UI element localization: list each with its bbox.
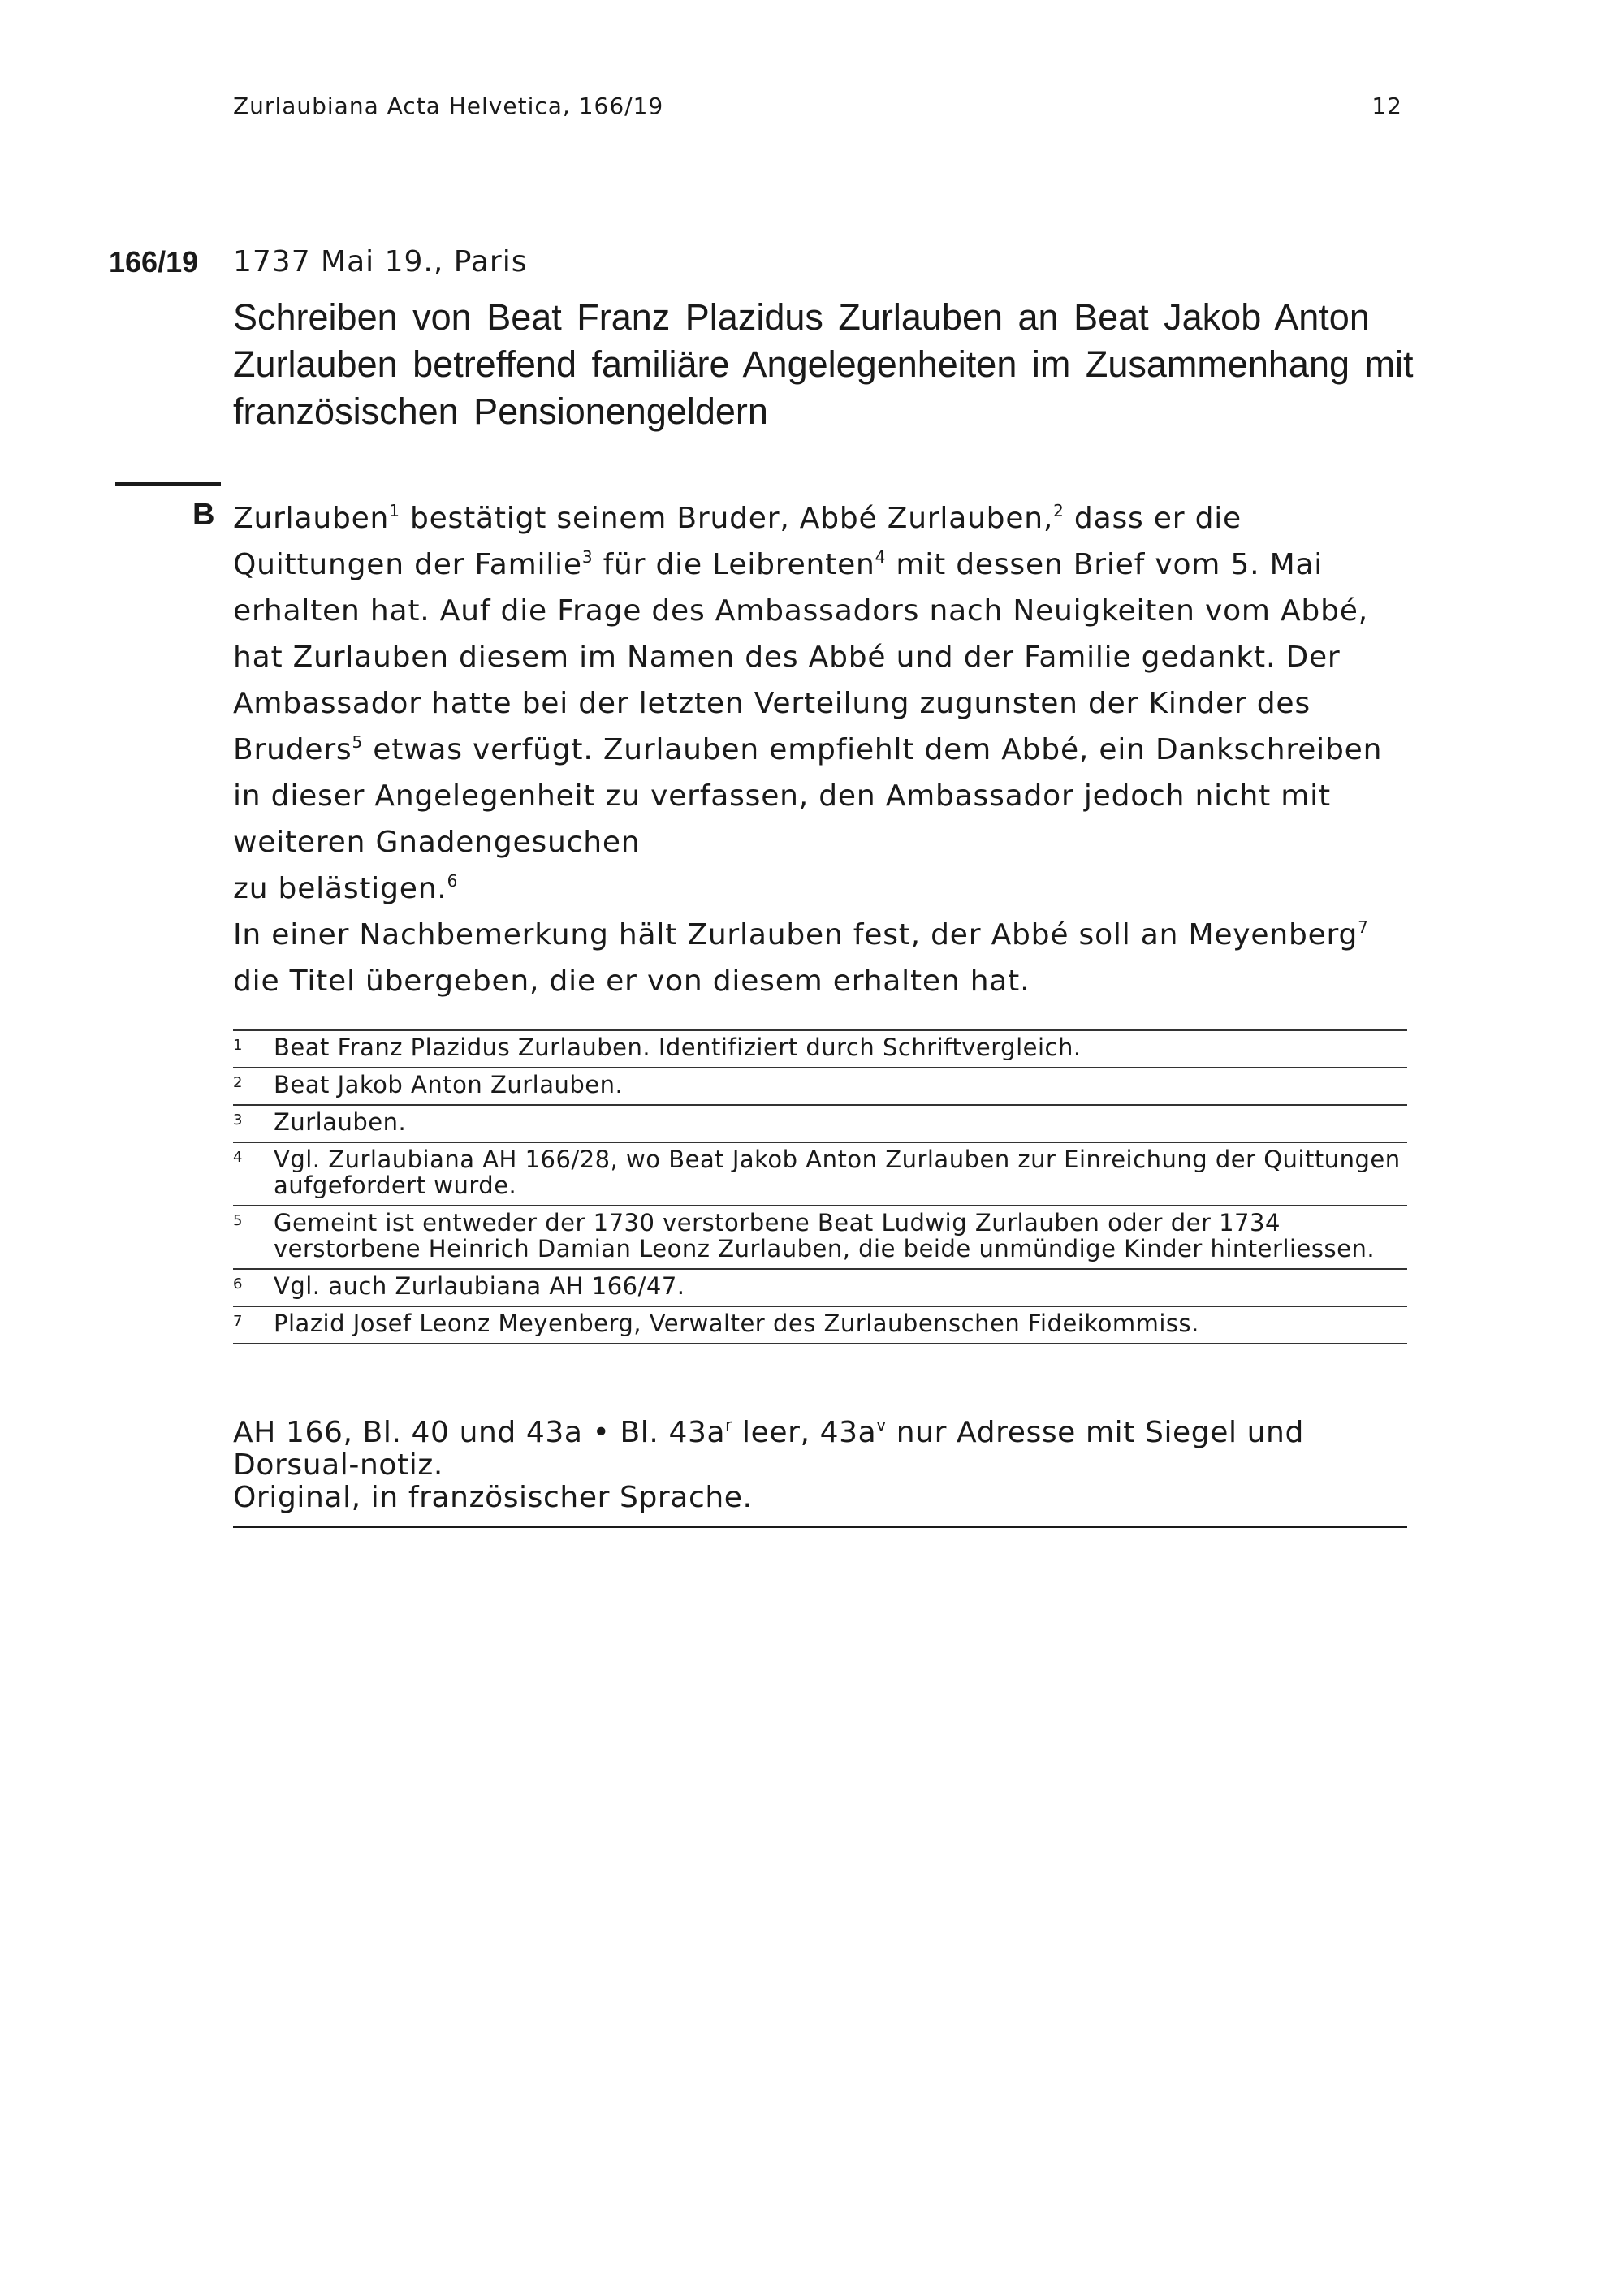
running-title: Zurlaubiana Acta Helvetica, 166/19 — [233, 93, 664, 119]
source-original: Original, in französischer Sprache. — [233, 1481, 753, 1514]
footnote-ref[interactable]: 4 — [875, 547, 887, 567]
source-text: AH 166, Bl. 40 und 43a • Bl. 43a — [233, 1416, 726, 1449]
running-header — [233, 93, 1402, 119]
abstract — [233, 495, 1419, 1004]
document-number-bold: 166 — [109, 245, 158, 278]
footnote-ref[interactable]: 1 — [389, 501, 400, 520]
footnote-text: Plazid Josef Leonz Meyenberg, Verwalter des Zurlaubenschen Fideikommiss. — [274, 1310, 1199, 1337]
footnote — [233, 1104, 1407, 1142]
footnote — [233, 1205, 1407, 1268]
footnote-text: Gemeint ist entweder der 1730 verstorbene Beat Ludwig Zurlauben oder der 1734 verstorbene Heinrich Damian Leonz Zurlauben, die beide unmündige Kinder hinterliessen. — [274, 1209, 1376, 1262]
source-note — [233, 1417, 1407, 1528]
footnote-ref[interactable]: 2 — [1053, 501, 1065, 520]
document-number-rest: /19 — [158, 245, 199, 278]
document-number — [109, 245, 198, 279]
footnote-text: Beat Jakob Anton Zurlauben. — [274, 1071, 624, 1098]
footnote — [233, 1306, 1407, 1344]
recto-mark: r — [725, 1415, 732, 1435]
footnote — [233, 1029, 1407, 1067]
footnote-text: Vgl. Zurlaubiana AH 166/28, wo Beat Jakob Anton Zurlauben zur Einreichung der Quittungen aufgefordert wurde. — [274, 1146, 1401, 1199]
footnote-ref[interactable]: 6 — [447, 871, 459, 891]
footnote-number: 7 — [233, 1313, 243, 1330]
page-number: 12 — [1371, 93, 1402, 119]
footnote-ref[interactable]: 7 — [1358, 917, 1369, 937]
footnote-number: 3 — [233, 1111, 243, 1129]
footnote-number: 1 — [233, 1037, 243, 1054]
abstract-text: zu belästigen. — [233, 872, 447, 905]
abstract-text: etwas verfügt. Zurlauben empfiehlt dem Abbé, ein Dankschreiben in dieser Angelegenheit zu verfassen, den Ambassador jedoch nicht mit weiteren Gnadengesuchen — [233, 733, 1383, 859]
abstract-paragraph — [233, 495, 1419, 912]
footnote-ref[interactable]: 3 — [581, 547, 594, 567]
footnote — [233, 1067, 1407, 1104]
source-text: leer, 43a — [732, 1416, 877, 1449]
abstract-text: für die Leibrenten — [593, 548, 875, 581]
footnote-text: Beat Franz Plazidus Zurlauben. Identifiziert durch Schriftvergleich. — [274, 1034, 1082, 1061]
footnote-text: Zurlauben. — [274, 1108, 407, 1136]
abstract-text: dass er die Quittungen der Familie — [233, 502, 1242, 581]
abstract-text: In einer Nachbemerkung hält Zurlauben fest, der Abbé soll an Meyenberg — [233, 918, 1358, 952]
abstract-postscript — [233, 912, 1419, 1004]
abstract-text: die Titel übergeben, die er von diesem erhalten hat. — [233, 965, 1030, 998]
source-text: nur Adresse mit Siegel und Dorsual-notiz. — [233, 1416, 1304, 1482]
abstract-text: Zurlauben — [233, 502, 390, 535]
document-title: Schreiben von Beat Franz Plazidus Zurlauben an Beat Jakob Anton Zurlauben betreffend familiäre Angelegenheiten im Zusammenhang mit französischen Pensionengeldern — [233, 296, 1414, 432]
footnote-number: 2 — [233, 1074, 243, 1091]
footnote-text: Vgl. auch Zurlaubiana AH 166/47. — [274, 1272, 685, 1300]
footnote-number: 4 — [233, 1149, 243, 1166]
verso-mark: v — [876, 1415, 887, 1435]
footnote — [233, 1142, 1407, 1205]
document-date-place: 1737 Mai 19., Paris — [233, 245, 528, 278]
section-letter: B — [192, 498, 215, 532]
footnote — [233, 1268, 1407, 1306]
source-reference — [233, 1417, 1407, 1482]
section-divider — [115, 482, 221, 486]
footnote-number: 6 — [233, 1275, 243, 1293]
abstract-text: bestätigt seinem Bruder, Abbé Zurlauben, — [400, 502, 1054, 535]
footnote-number: 5 — [233, 1212, 243, 1229]
abstract-text: mit dessen Brief vom 5. Mai erhalten hat. Auf die Frage des Ambassadors nach Neuigkeiten vom Abbé, hat Zurlauben diesem im Namen des Abbé und der Familie gedankt. Der Ambassador hatte bei der letzten Verteilung zugunsten der Kinder des Bruders — [233, 548, 1368, 766]
footnote-ref[interactable]: 5 — [352, 732, 364, 752]
footnotes — [233, 1029, 1407, 1344]
